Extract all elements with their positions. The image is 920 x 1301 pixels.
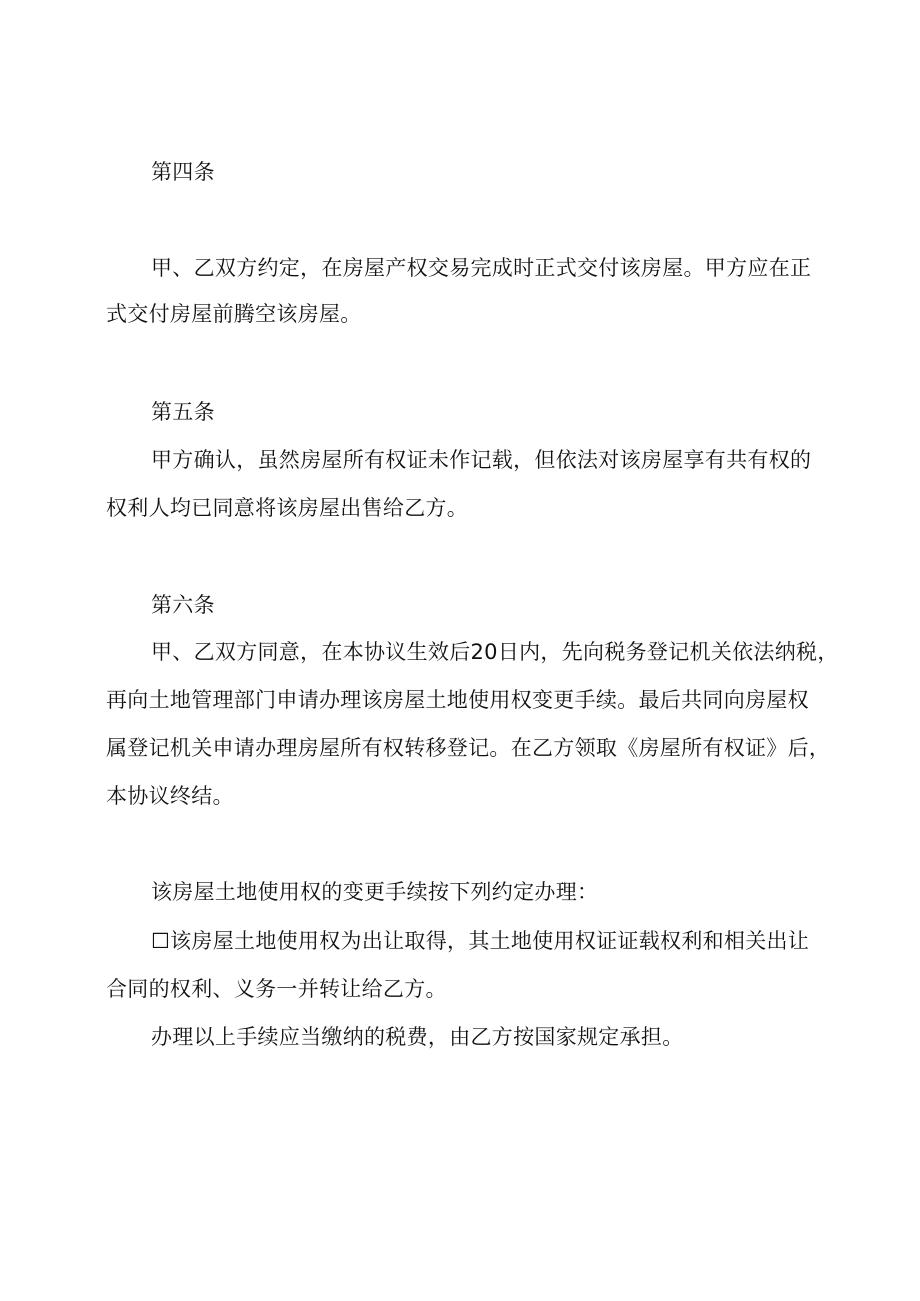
article-6-paragraph-line-1: 甲、乙双方同意，在本协议生效后20日内，先向税务登记机关依法纳税， [151, 640, 839, 664]
article-4-paragraph-line-1: 甲、乙双方约定，在房屋产权交易完成时正式交付该房屋。甲方应在正 [151, 256, 812, 280]
article-4-heading: 第四条 [151, 160, 215, 184]
article-5-paragraph-line-2: 权利人均已同意将该房屋出售给乙方。 [106, 496, 469, 520]
article-5-heading: 第五条 [151, 400, 215, 424]
land-use-procedure-intro: 该房屋土地使用权的变更手续按下列约定办理： [151, 880, 599, 904]
article-4-paragraph-line-2: 式交付房屋前腾空该房屋。 [106, 302, 362, 326]
land-use-option-line-2: 合同的权利、义务一并转让给乙方。 [106, 977, 447, 1001]
tax-fee-clause: 办理以上手续应当缴纳的税费，由乙方按国家规定承担。 [151, 1025, 684, 1049]
article-6-paragraph-line-4: 本协议终结。 [106, 784, 234, 808]
article-5-paragraph-line-1: 甲方确认，虽然房屋所有权证未作记载，但依法对该房屋享有共有权的 [151, 448, 812, 472]
land-use-option-line-1: ☐该房屋土地使用权为出让取得，其土地使用权证证载权利和相关出让 [151, 929, 810, 953]
article-6-paragraph-line-2: 再向土地管理部门申请办理该房屋土地使用权变更手续。最后共同向房屋权 [106, 688, 809, 712]
article-6-paragraph-line-3: 属登记机关申请办理房屋所有权转移登记。在乙方领取《房屋所有权证》后， [106, 736, 831, 760]
article-6-heading: 第六条 [151, 593, 215, 617]
